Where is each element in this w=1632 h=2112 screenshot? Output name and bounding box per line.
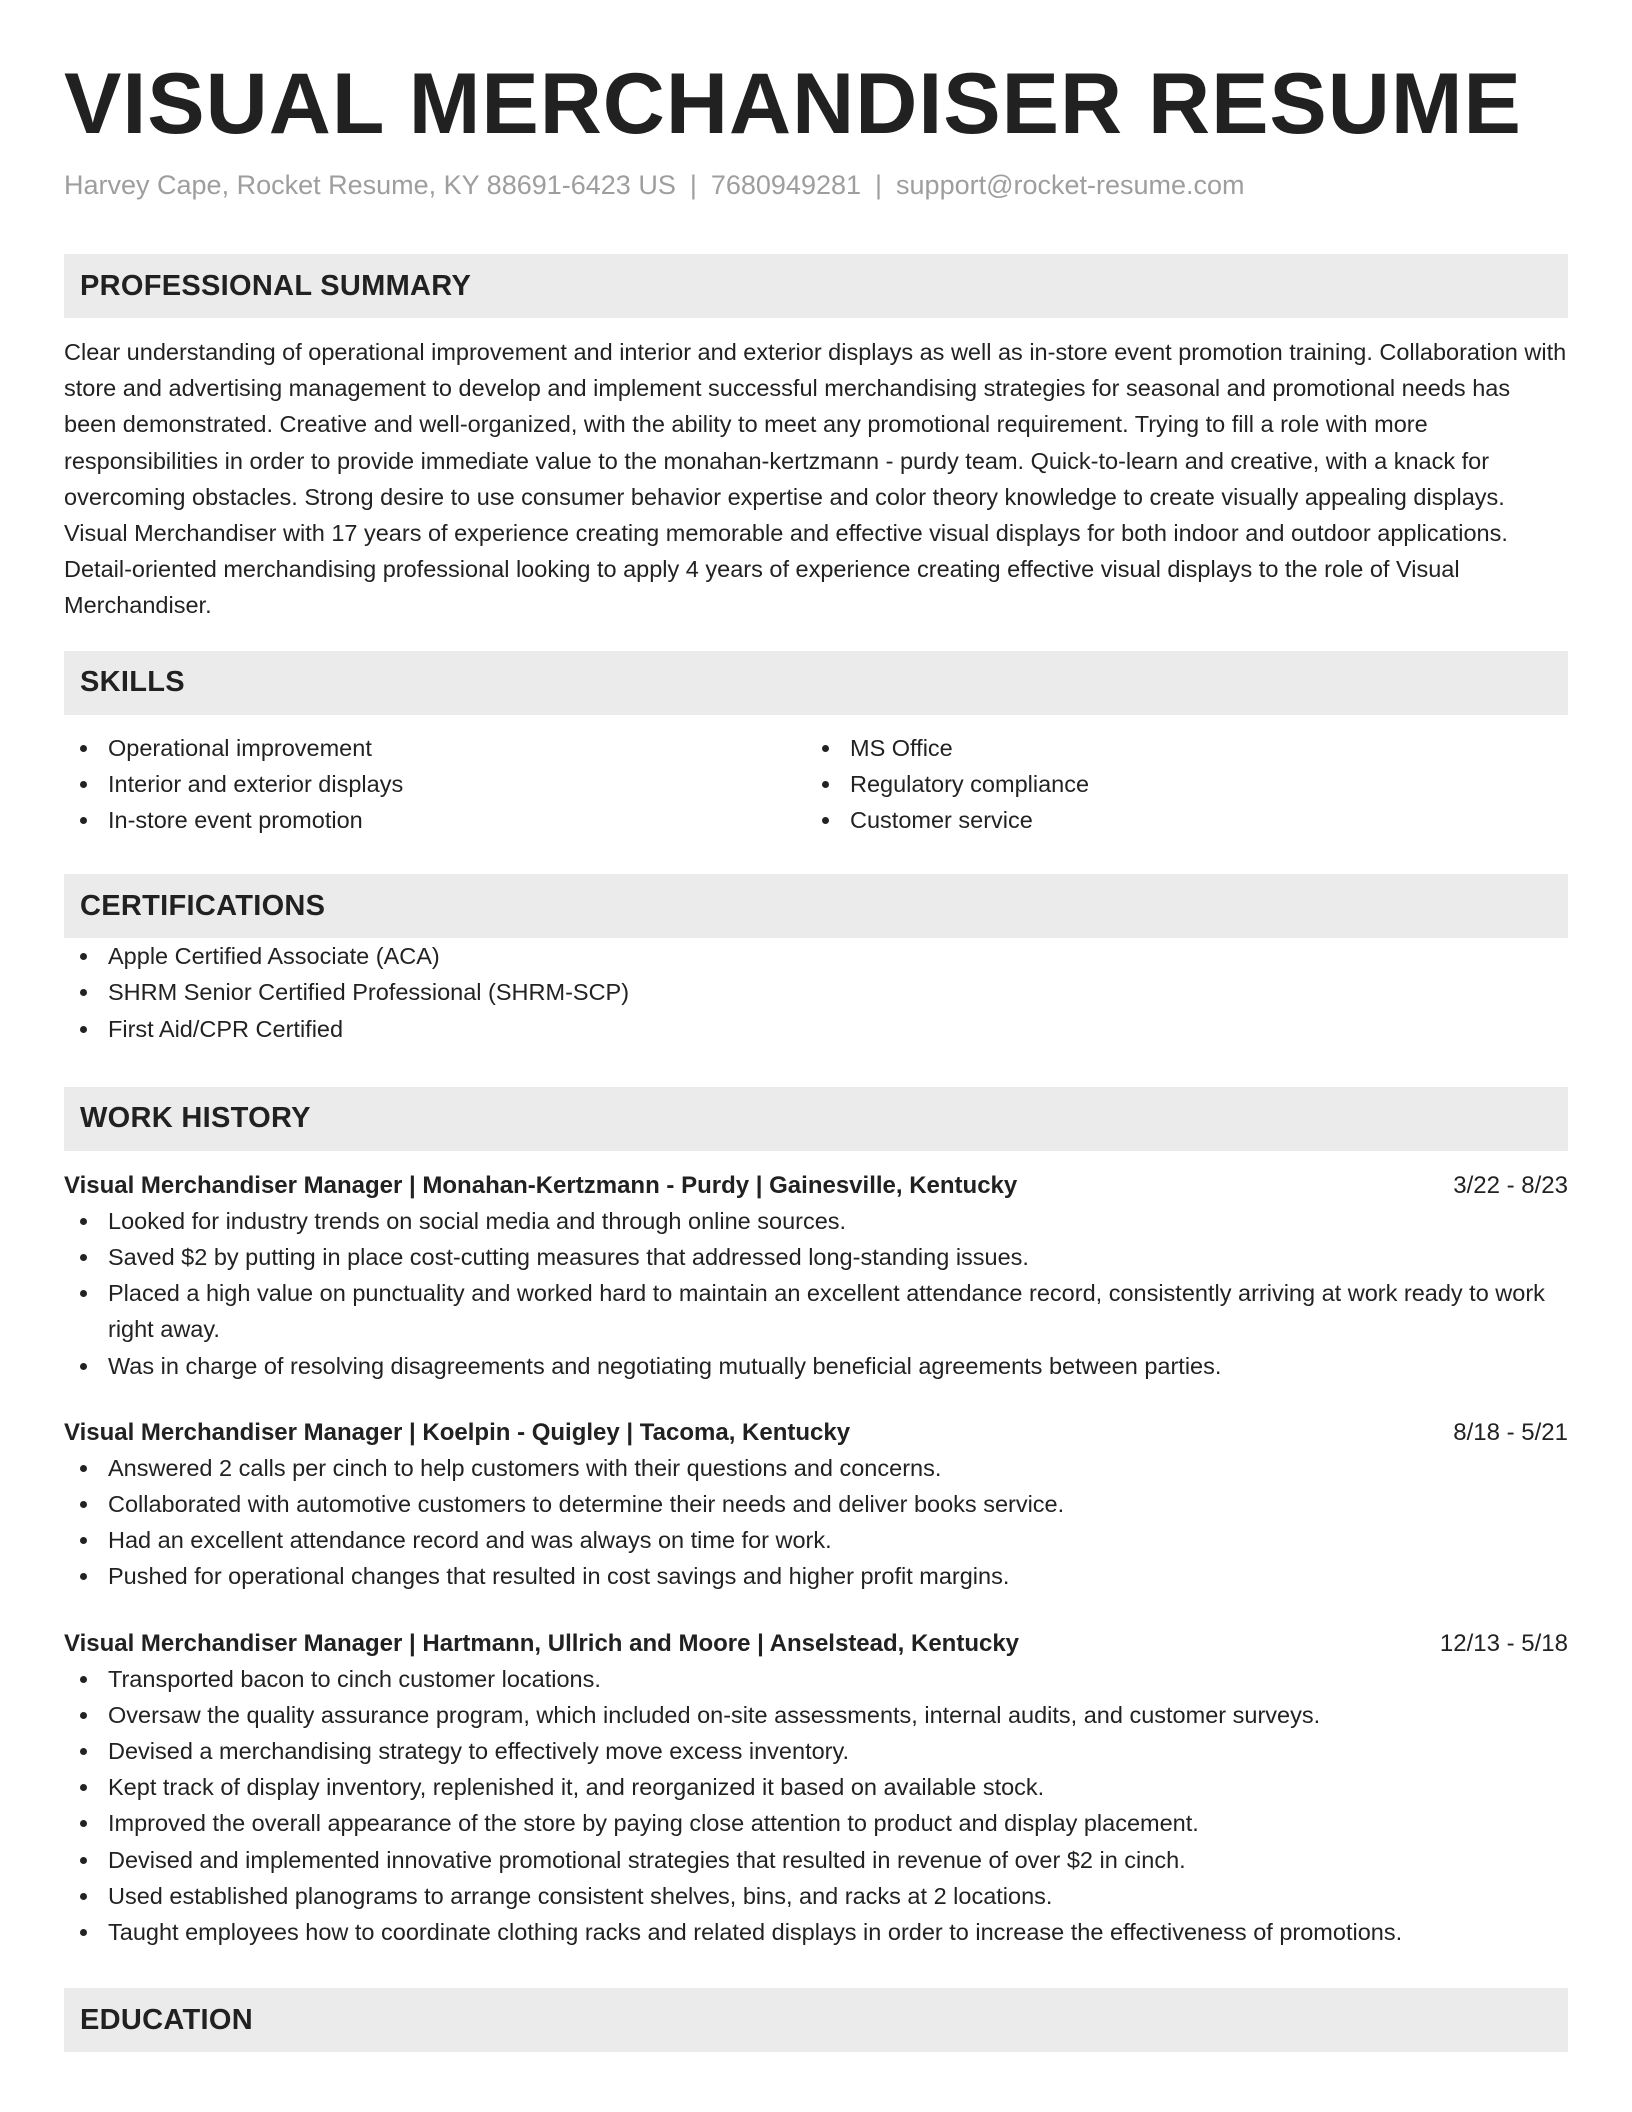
job-duties xyxy=(64,1661,1568,1951)
job-duty: Pushed for operational changes that resulted in cost savings and higher profit margins. xyxy=(64,1558,1568,1594)
skill-item: Customer service xyxy=(806,802,1548,838)
job-dates: 3/22 - 8/23 xyxy=(1453,1171,1568,1199)
job-entry xyxy=(64,1416,1568,1595)
job-duty: Placed a high value on punctuality and worked hard to maintain an excellent attendance record, consistently arriving at work ready to work right away. xyxy=(64,1275,1568,1347)
work-history-heading: WORK HISTORY xyxy=(64,1087,1568,1151)
certification-item: SHRM Senior Certified Professional (SHRM-SCP) xyxy=(64,974,1568,1010)
contact-separator: | xyxy=(689,170,697,200)
job-duty: Used established planograms to arrange consistent shelves, bins, and racks at 2 locations. xyxy=(64,1878,1568,1914)
job-duty: Taught employees how to coordinate clothing racks and related displays in order to increase the effectiveness of promotions. xyxy=(64,1914,1568,1950)
job-entry xyxy=(64,1627,1568,1951)
resume-title: VISUAL MERCHANDISER RESUME xyxy=(64,56,1522,152)
skills-column-left xyxy=(64,730,806,839)
job-dates: 12/13 - 5/18 xyxy=(1439,1629,1568,1657)
job-duty: Devised and implemented innovative promotional strategies that resulted in revenue of over $2 in cinch. xyxy=(64,1842,1568,1878)
contact-separator: | xyxy=(875,170,883,200)
job-duty: Had an excellent attendance record and was always on time for work. xyxy=(64,1522,1568,1558)
contact-line xyxy=(64,168,1568,202)
resume-page xyxy=(64,0,1568,2052)
education-heading: EDUCATION xyxy=(64,1988,1568,2052)
job-title: Visual Merchandiser Manager | Hartmann, Ullrich and Moore | Anselstead, Kentucky xyxy=(64,1629,1020,1657)
skills-list xyxy=(64,730,1568,839)
contact-address: Harvey Cape, Rocket Resume, KY 88691-6423 US xyxy=(64,170,676,200)
job-duty: Collaborated with automotive customers to determine their needs and deliver books service. xyxy=(64,1486,1568,1522)
certifications-heading: CERTIFICATIONS xyxy=(64,874,1568,938)
job-header xyxy=(64,1169,1568,1203)
skills-heading: SKILLS xyxy=(64,651,1568,715)
job-duty: Transported bacon to cinch customer locations. xyxy=(64,1661,1568,1697)
summary-heading: PROFESSIONAL SUMMARY xyxy=(64,254,1568,318)
job-duty: Was in charge of resolving disagreements and negotiating mutually beneficial agreements between parties. xyxy=(64,1348,1568,1384)
contact-email: support@rocket-resume.com xyxy=(896,170,1245,200)
job-duty: Devised a merchandising strategy to effectively move excess inventory. xyxy=(64,1733,1568,1769)
job-duty: Oversaw the quality assurance program, which included on-site assessments, internal audits, and customer surveys. xyxy=(64,1697,1568,1733)
job-header xyxy=(64,1627,1568,1661)
contact-phone: 7680949281 xyxy=(710,170,862,200)
certification-item: First Aid/CPR Certified xyxy=(64,1011,1568,1047)
job-dates: 8/18 - 5/21 xyxy=(1453,1418,1568,1446)
skill-item: Interior and exterior displays xyxy=(64,766,806,802)
skill-item: Regulatory compliance xyxy=(806,766,1548,802)
job-title: Visual Merchandiser Manager | Monahan-Kertzmann - Purdy | Gainesville, Kentucky xyxy=(64,1171,1018,1199)
job-duty: Looked for industry trends on social media and through online sources. xyxy=(64,1203,1568,1239)
job-duties xyxy=(64,1203,1568,1384)
job-duties xyxy=(64,1450,1568,1595)
job-title: Visual Merchandiser Manager | Koelpin - Quigley | Tacoma, Kentucky xyxy=(64,1418,851,1446)
job-entry xyxy=(64,1169,1568,1384)
job-duty: Improved the overall appearance of the store by paying close attention to product and display placement. xyxy=(64,1805,1568,1841)
skill-item: MS Office xyxy=(806,730,1548,766)
job-duty: Answered 2 calls per cinch to help customers with their questions and concerns. xyxy=(64,1450,1568,1486)
job-header xyxy=(64,1416,1568,1450)
certification-item: Apple Certified Associate (ACA) xyxy=(64,938,1568,974)
skill-item: Operational improvement xyxy=(64,730,806,766)
summary-text: Clear understanding of operational improvement and interior and exterior displays as well as in-store event promotion training. Collaboration with store and advertising management to develop and implement successful merchandising strategies for seasonal and promotional needs has been demonstrated. Creative and well-organized, with the ability to meet any promotional requirement. Trying to fill a role with more responsibilities in order to provide immediate value to the monahan-kertzmann - purdy team. Quick-to-learn and creative, with a knack for overcoming obstacles. Strong desire to use consumer behavior expertise and color theory knowledge to create visually appealing displays. Visual Merchandiser with 17 years of experience creating memorable and effective visual displays for both indoor and outdoor applications. Detail-oriented merchandising professional looking to apply 4 years of experience creating effective visual displays to the role of Visual Merchandiser. xyxy=(64,339,1567,619)
job-duty: Saved $2 by putting in place cost-cutting measures that addressed long-standing issues. xyxy=(64,1239,1568,1275)
certifications-list xyxy=(64,938,1568,1047)
skill-item: In-store event promotion xyxy=(64,802,806,838)
skills-column-right xyxy=(806,730,1548,839)
job-duty: Kept track of display inventory, replenished it, and reorganized it based on available stock. xyxy=(64,1769,1568,1805)
